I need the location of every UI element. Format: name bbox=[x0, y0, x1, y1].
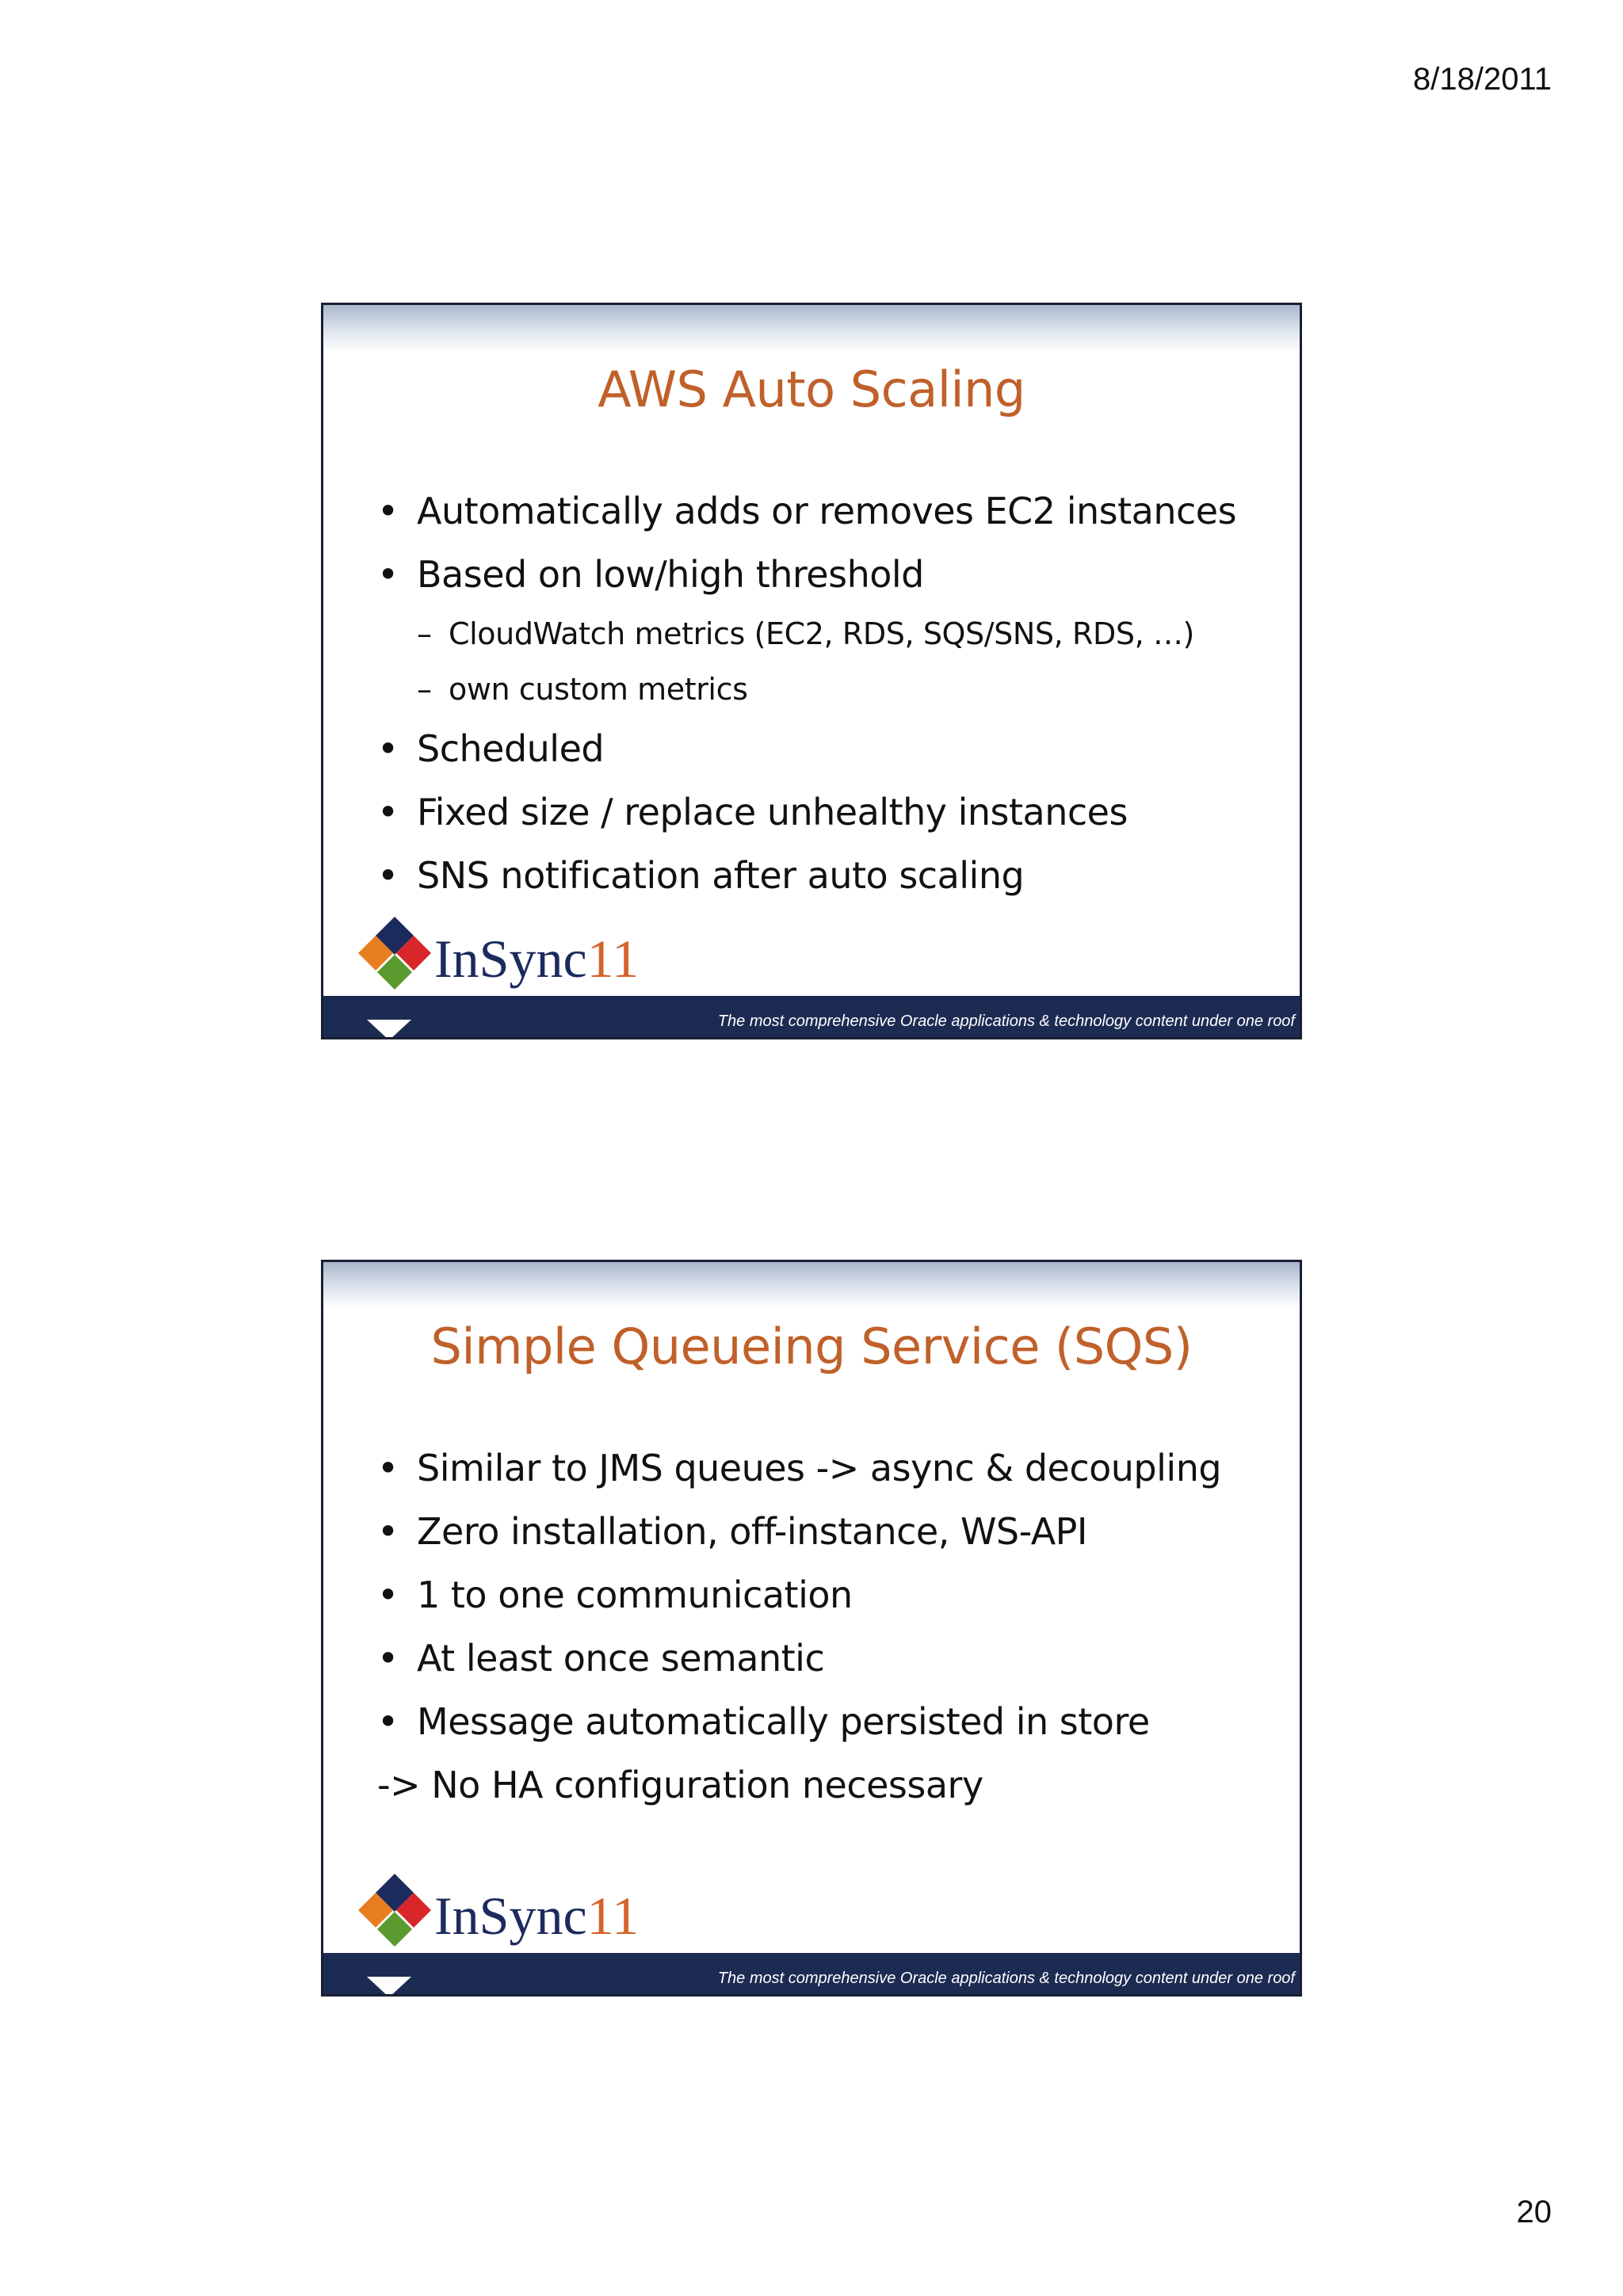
bullet-marker: • bbox=[377, 490, 399, 532]
logo-suffix: 11 bbox=[586, 929, 640, 989]
page-date: 8/18/2011 bbox=[1413, 62, 1552, 97]
bullet-marker: • bbox=[377, 1637, 399, 1680]
bullet-list bbox=[377, 479, 1268, 907]
slide-footer-bar bbox=[323, 996, 1300, 1037]
slide-header-gradient bbox=[323, 305, 1300, 353]
bullet-list bbox=[377, 1436, 1268, 1817]
bullet-marker: • bbox=[377, 791, 399, 833]
bullet-text: Automatically adds or removes EC2 instances bbox=[417, 490, 1237, 532]
sub-bullet-text: CloudWatch metrics (EC2, RDS, SQS/SNS, RDS, …) bbox=[449, 616, 1194, 651]
bullet-text: Based on low/high threshold bbox=[417, 553, 924, 596]
bullet-item bbox=[377, 1436, 1268, 1500]
insync-logo bbox=[355, 1867, 688, 1955]
bullet-text: Scheduled bbox=[417, 727, 605, 770]
slide-header-gradient bbox=[323, 1262, 1300, 1310]
bullet-text: Fixed size / replace unhealthy instances bbox=[417, 791, 1128, 833]
bullet-item bbox=[377, 844, 1268, 907]
bullet-item bbox=[377, 479, 1268, 543]
puzzle-logo-icon bbox=[355, 910, 434, 997]
bullet-item bbox=[377, 780, 1268, 844]
sub-bullet-item bbox=[377, 606, 1268, 662]
page-number: 20 bbox=[1516, 2195, 1552, 2229]
bullet-item bbox=[377, 543, 1268, 606]
slide-footer-bar bbox=[323, 1953, 1300, 1994]
slide-aws-auto-scaling bbox=[321, 303, 1302, 1039]
logo-suffix: 11 bbox=[586, 1886, 640, 1946]
bullet-marker: • bbox=[377, 1700, 399, 1743]
bullet-item bbox=[377, 1500, 1268, 1563]
bullet-text: 1 to one communication bbox=[417, 1573, 853, 1616]
puzzle-logo-icon bbox=[355, 1867, 434, 1955]
bullet-marker: • bbox=[377, 1573, 399, 1616]
footer-notch bbox=[367, 1977, 411, 1997]
footer-notch bbox=[367, 1020, 411, 1039]
slide-title: AWS Auto Scaling bbox=[598, 360, 1025, 418]
note-line bbox=[377, 1753, 1268, 1817]
footer-tagline: The most comprehensive Oracle applications & technology content under one roof bbox=[717, 1970, 1295, 1987]
bullet-text: Zero installation, off-instance, WS-API bbox=[417, 1510, 1087, 1553]
note-text: -> No HA configuration necessary bbox=[377, 1764, 983, 1806]
bullet-item bbox=[377, 1690, 1268, 1753]
bullet-marker: • bbox=[377, 1510, 399, 1553]
logo-name: InSync bbox=[434, 929, 587, 989]
footer-tagline: The most comprehensive Oracle applications & technology content under one roof bbox=[717, 1013, 1295, 1030]
logo-wordmark bbox=[434, 928, 639, 990]
bullet-marker: • bbox=[377, 553, 399, 596]
bullet-marker: • bbox=[377, 727, 399, 770]
bullet-text: At least once semantic bbox=[417, 1637, 825, 1680]
dash-marker: – bbox=[417, 672, 432, 707]
dash-marker: – bbox=[417, 616, 432, 651]
sub-bullet-text: own custom metrics bbox=[449, 672, 748, 707]
sub-bullet-item bbox=[377, 662, 1268, 717]
bullet-text: Message automatically persisted in store bbox=[417, 1700, 1150, 1743]
logo-wordmark bbox=[434, 1885, 639, 1947]
insync-logo bbox=[355, 910, 688, 997]
bullet-item bbox=[377, 717, 1268, 780]
slide-simple-queueing-service bbox=[321, 1260, 1302, 1997]
bullet-item bbox=[377, 1563, 1268, 1627]
bullet-text: Similar to JMS queues -> async & decoupling bbox=[417, 1447, 1222, 1489]
logo-name: InSync bbox=[434, 1886, 587, 1946]
bullet-text: SNS notification after auto scaling bbox=[417, 854, 1025, 897]
bullet-marker: • bbox=[377, 854, 399, 897]
bullet-marker: • bbox=[377, 1447, 399, 1489]
slide-title: Simple Queueing Service (SQS) bbox=[430, 1318, 1193, 1375]
bullet-item bbox=[377, 1627, 1268, 1690]
